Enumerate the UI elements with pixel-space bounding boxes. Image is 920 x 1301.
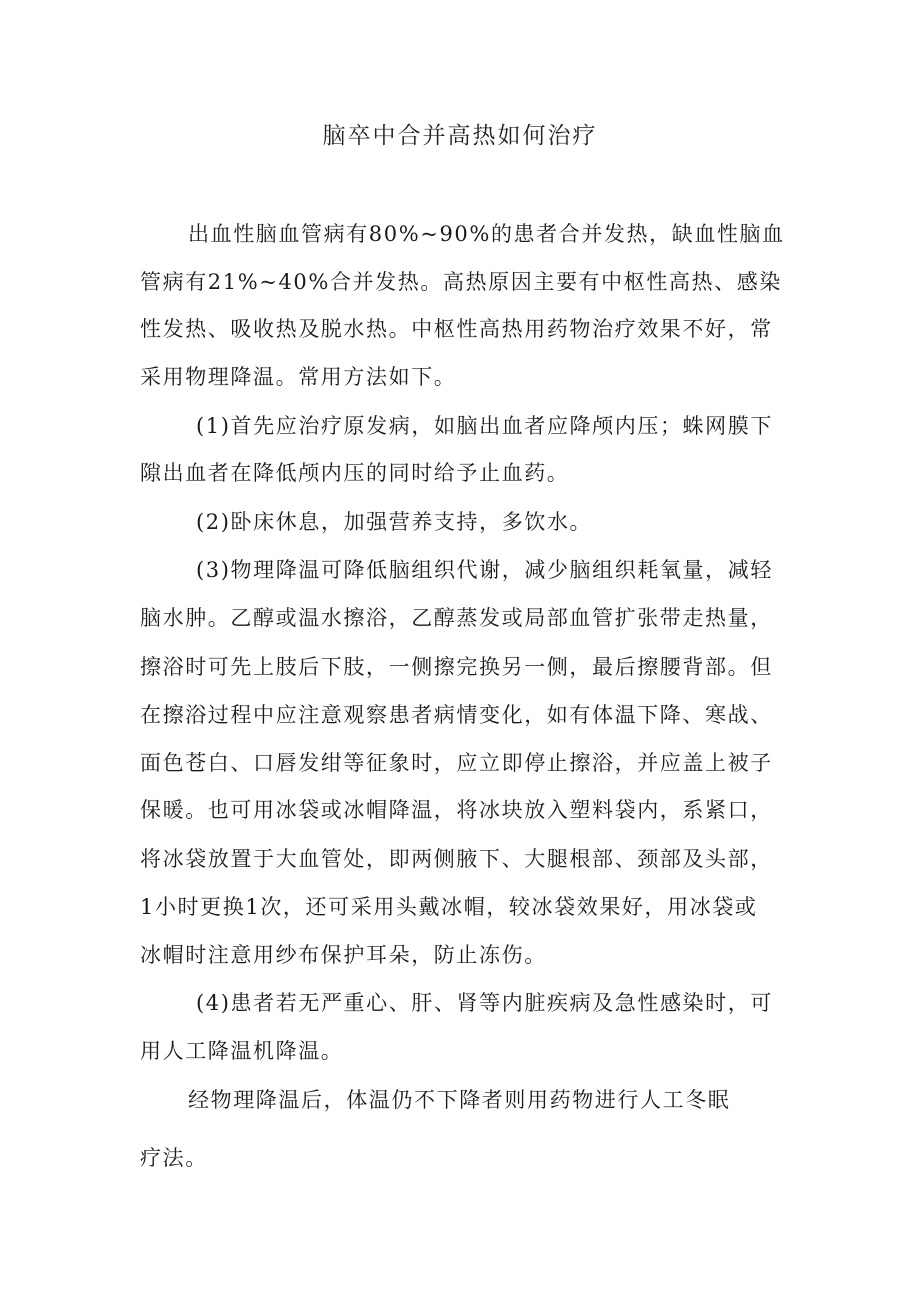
text-line: (3)物理降温可降低脑组织代谢，减少脑组织耗氧量，减轻 xyxy=(196,558,773,582)
text-line: 擦浴时可先上肢后下肢，一侧擦完换另一侧，最后擦腰背部。但 xyxy=(140,655,773,679)
text-line: 在擦浴过程中应注意观察患者病情变化，如有体温下降、寒战、 xyxy=(140,703,773,727)
text-line: 经物理降温后，体温仍不下降者则用药物进行人工冬眠 xyxy=(188,1088,731,1112)
text-line: (2)卧床休息，加强营养支持，多饮水。 xyxy=(196,510,593,534)
text-line: (4)患者若无严重心、肝、肾等内脏疾病及急性感染时，可 xyxy=(196,991,773,1015)
text-line: 冰帽时注意用纱布保护耳朵，防止冻伤。 xyxy=(140,943,547,967)
text-line: 将冰袋放置于大血管处，即两侧腋下、大腿根部、颈部及头部， xyxy=(140,847,773,871)
text-line: 疗法。 xyxy=(140,1146,208,1170)
text-line: 隙出血者在降低颅内压的同时给予止血药。 xyxy=(140,461,570,485)
text-line: 用人工降温机降温。 xyxy=(140,1039,344,1063)
text-line: 1小时更换1次，还可采用头戴冰帽，较冰袋效果好，用冰袋或 xyxy=(140,895,758,919)
text-line: 采用物理降温。常用方法如下。 xyxy=(140,365,457,389)
text-line: 保暖。也可用冰袋或冰帽降温，将冰块放入塑料袋内，系紧口， xyxy=(140,798,773,822)
text-line: 性发热、吸收热及脱水热。中枢性高热用药物治疗效果不好，常 xyxy=(140,317,773,341)
text-line: 管病有21%~40%合并发热。高热原因主要有中枢性高热、感染 xyxy=(140,270,782,294)
text-line: 脑水肿。乙醇或温水擦浴，乙醇蒸发或局部血管扩张带走热量， xyxy=(140,606,773,630)
document-title: 脑卒中合并高热如何治疗 xyxy=(322,123,598,149)
text-line: 出血性脑血管病有80%~90%的患者合并发热，缺血性脑血 xyxy=(188,222,785,246)
text-line: (1)首先应治疗原发病，如脑出血者应降颅内压；蛛网膜下 xyxy=(196,414,773,438)
text-line: 面色苍白、口唇发绀等征象时，应立即停止擦浴，并应盖上被子 xyxy=(140,751,773,775)
